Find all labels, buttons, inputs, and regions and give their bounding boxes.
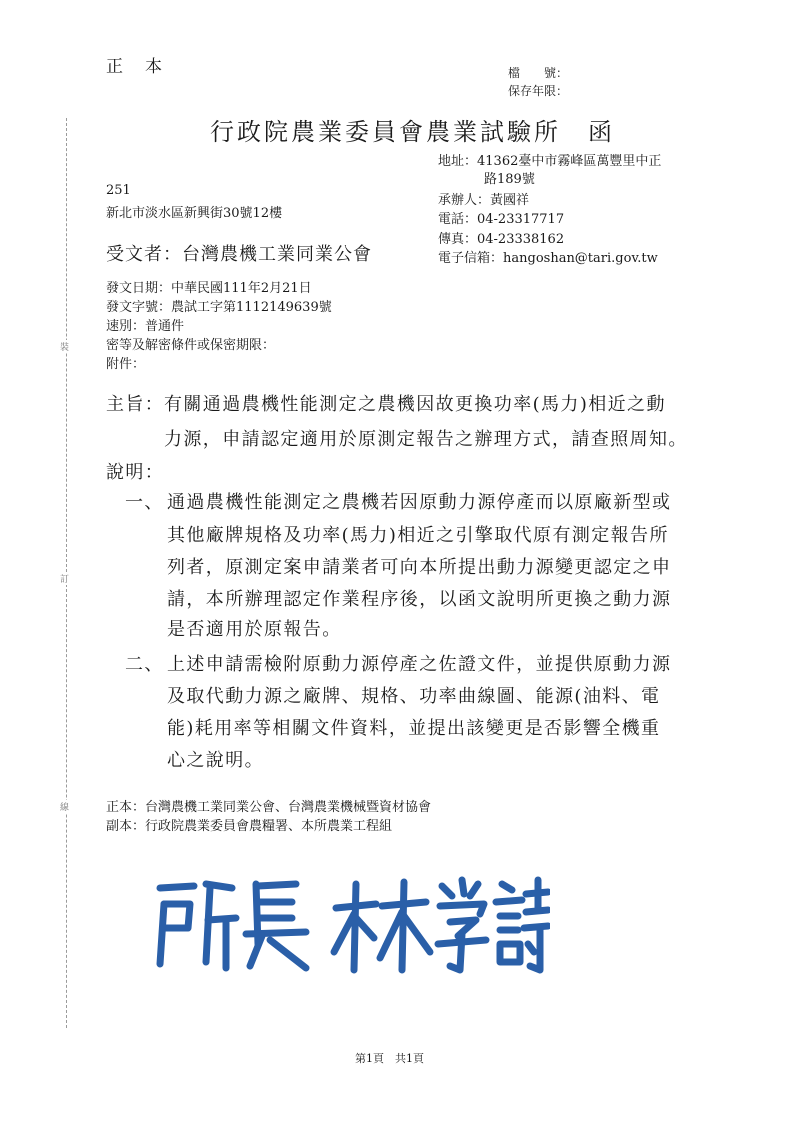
recipient: 受文者：台灣農機工業同業公會: [106, 244, 372, 265]
organization-title: 行政院農業委員會農業試驗所 函: [210, 118, 615, 146]
handler: 承辦人：黃國祥: [438, 193, 530, 208]
sender-address-line1: 地址：41362臺中市霧峰區萬豐里中正: [438, 154, 662, 169]
item-line: 能)耗用率等相關文件資料，並提出該變更是否影響全機重: [167, 718, 661, 739]
retention-period: 保存年限：: [508, 84, 569, 98]
subject-line: 力源，申請認定適用於原測定報告之辦理方式，請查照周知。: [164, 429, 688, 450]
attachment: 附件：: [106, 357, 146, 372]
issue-date: 發文日期：中華民國111年2月21日: [106, 281, 312, 296]
explanation-label: 說明：: [106, 462, 165, 483]
item-line: 請，本所辦理認定作業程序後，以函文說明所更換之動力源: [167, 589, 672, 610]
copy-label: 正本: [106, 57, 184, 77]
recipient-address: 新北市淡水區新興街30號12樓: [106, 206, 283, 221]
file-number: 檔 號：: [508, 66, 569, 80]
item-line: 心之說明。: [167, 750, 264, 771]
distribution-copy: 副本：行政院農業委員會農糧署、本所農業工程組: [106, 819, 393, 834]
item-line: 上述申請需檢附原動力源停產之佐證文件，並提供原動力源: [167, 654, 672, 675]
gutter-mark-bind: 裝: [60, 340, 69, 353]
item-line: 列者，原測定案申請業者可向本所提出動力源變更認定之申: [167, 557, 672, 578]
distribution-original: 正本：台灣農機工業同業公會、台灣農業機械暨資材協會: [106, 800, 432, 815]
item-number: 一、: [125, 492, 164, 513]
page-footer: 第1頁 共1頁: [355, 1052, 424, 1065]
postal-code: 251: [106, 183, 131, 198]
item-line: 其他廠牌規格及功率(馬力)相近之引擎取代原有測定報告所: [167, 525, 669, 546]
item-number: 二、: [125, 654, 164, 675]
fax: 傳真：04-23338162: [438, 232, 565, 247]
gutter-mark-staple: 訂: [60, 572, 69, 585]
phone: 電話：04-23317717: [438, 212, 565, 227]
secrecy-level: 密等及解密條件或保密期限：: [106, 338, 276, 353]
director-signature: [150, 870, 550, 980]
document-number: 發文字號：農試工字第1112149639號: [106, 300, 332, 315]
item-line: 及取代動力源之廠牌、規格、功率曲線圖、能源(油料、電: [167, 686, 661, 707]
gutter-mark-line: 線: [60, 800, 69, 813]
subject-label: 主旨：: [106, 394, 165, 415]
item-line: 是否適用於原報告。: [167, 619, 342, 640]
subject-line: 有關通過農機性能測定之農機因故更換功率(馬力)相近之動: [164, 394, 666, 415]
item-line: 通過農機性能測定之農機若因原動力源停產而以原廠新型或: [167, 492, 672, 513]
delivery-speed: 速別：普通件: [106, 319, 185, 334]
email: 電子信箱：hangoshan@tari.gov.tw: [438, 251, 658, 266]
sender-address-line2: 路189號: [484, 172, 535, 187]
